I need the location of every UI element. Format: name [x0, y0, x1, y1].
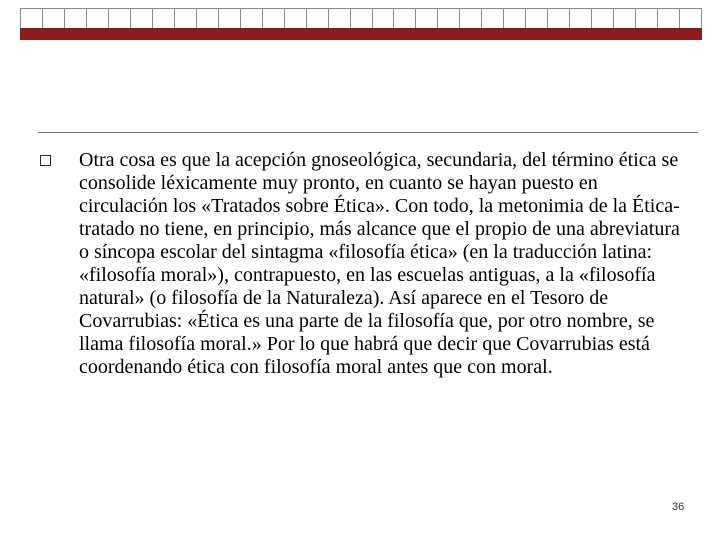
title-divider [38, 132, 698, 133]
header-grid-cell [614, 9, 636, 28]
header-grid-cell [175, 9, 197, 28]
header-grid-cell [263, 9, 285, 28]
hollow-square-icon [40, 155, 51, 166]
header-grid-cell [65, 9, 87, 28]
header-grid-cell [636, 9, 658, 28]
header-grid-cell [285, 9, 307, 28]
header-grid-cell [438, 9, 460, 28]
header-grid-cell [109, 9, 131, 28]
header-grid-cell [548, 9, 570, 28]
header-accent-bar [20, 28, 702, 40]
header-grid-cell [153, 9, 175, 28]
header-grid-cell [219, 9, 241, 28]
slide-paragraph: Otra cosa es que la acepción gnoseológica, secundaria, del término ética se consolide léxicamente muy pronto, en cuanto se hayan puesto en circulación los «Tratados sobre Ética». Con todo, la metonimia de la Ética-tratado no tiene, en principio, más alcance que el propio de una abreviatura o síncopa escolar del sintagma «filosofía ética» (en la traducción latina: «filosofía moral»), contrapuesto, en las escuelas antiguas, a la «filosofía natural» (o filosofía de la Naturaleza). Así aparece en el Tesoro de Covarrubias: «Ética es una parte de la filosofía que, por otro nombre, se llama filosofía moral.» Por lo que habrá que decir que Covarrubias está coordenando ética con filosofía moral antes que con moral. [79, 149, 680, 378]
bullet-item [40, 149, 690, 379]
header-grid-cell [394, 9, 416, 28]
header-grid-cell [504, 9, 526, 28]
header-grid-cell [87, 9, 109, 28]
header-grid-cell [526, 9, 548, 28]
header-grid-cell [131, 9, 153, 28]
header-grid-cell [43, 9, 65, 28]
header-grid-cell [482, 9, 504, 28]
header-grid-cell [329, 9, 351, 28]
header-grid [20, 8, 702, 28]
header-grid-cell [658, 9, 680, 28]
header-grid-cell [416, 9, 438, 28]
header-band [20, 8, 702, 44]
header-grid-cell [460, 9, 482, 28]
header-grid-cell [570, 9, 592, 28]
header-grid-cell [351, 9, 373, 28]
header-grid-cell [592, 9, 614, 28]
header-grid-cell [373, 9, 395, 28]
page-number: 36 [672, 501, 685, 513]
header-grid-cell [21, 9, 43, 28]
header-grid-cell [241, 9, 263, 28]
header-grid-cell [680, 9, 701, 28]
header-grid-cell [307, 9, 329, 28]
header-grid-cell [197, 9, 219, 28]
